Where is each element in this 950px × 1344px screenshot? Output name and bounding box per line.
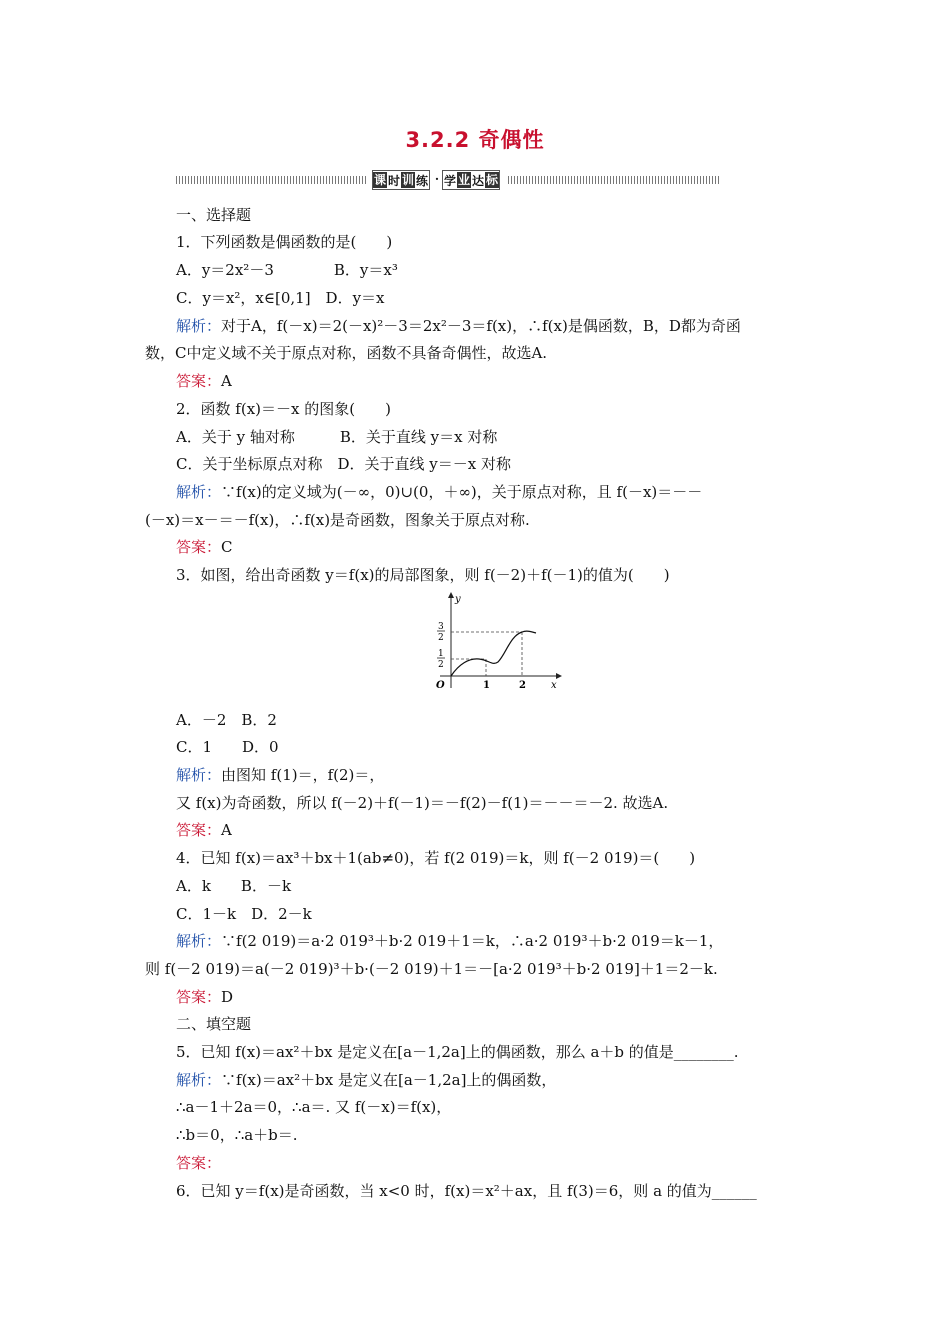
banner-char: 训 xyxy=(401,173,414,187)
y-tick-numerator: 1 xyxy=(438,649,444,659)
banner-tag-left xyxy=(372,170,430,190)
question-3: 3．如图，给出奇函数 y＝f(x)的局部图象，则 f(－2)＋f(－1)的值为( ) xyxy=(176,566,670,584)
section-banner xyxy=(176,170,721,190)
question-6: 6．已知 y＝f(x)是奇函数，当 x<0 时，f(x)＝x²＋ax，且 f(3)＝6，则 a 的值为______ xyxy=(176,1182,757,1200)
y-tick-denominator: 2 xyxy=(438,633,444,643)
x-axis-label: x xyxy=(551,680,557,691)
question-5: 5．已知 f(x)＝ax²＋bx 是定义在[a－1,2a]上的偶函数，那么 a＋b 的值是________. xyxy=(176,1043,739,1061)
analysis-line: 解析：∵f(x)＝ax²＋bx 是定义在[a－1,2a]上的偶函数， xyxy=(176,1071,557,1089)
analysis-line: (－x)＝x－＝－f(x)，∴f(x)是奇函数，图象关于原点对称. xyxy=(145,511,530,529)
origin-label: O xyxy=(436,680,445,691)
banner-char: 课 xyxy=(373,173,386,187)
x-tick-label: 2 xyxy=(519,680,526,691)
analysis-line: 则 f(－2 019)＝a(－2 019)³＋b·(－2 019)＋1＝－[a·2 019³＋b·2 019]＋1＝2－k. xyxy=(145,960,718,978)
analysis-line: ∴b＝0，∴a＋b＝. xyxy=(176,1126,298,1144)
banner-tag-right xyxy=(442,170,500,190)
answer-line: 答案：A xyxy=(176,821,232,839)
banner-hatch-left xyxy=(176,176,368,184)
options-line: C．y＝x²，x∈[0,1] D．y＝x xyxy=(176,289,385,307)
options-line: C．1－k D．2－k xyxy=(176,905,312,923)
answer-line: 答案：A xyxy=(176,372,232,390)
answer-line: 答案：C xyxy=(176,538,233,556)
y-axis-arrow xyxy=(448,592,454,598)
banner-char: 达 xyxy=(471,173,484,188)
question-2: 2．函数 f(x)＝－x 的图象( ) xyxy=(176,400,391,418)
banner-char: 学 xyxy=(443,173,456,188)
banner-hatch-right xyxy=(508,176,721,184)
analysis-line: 数，C中定义域不关于原点对称，函数不具备奇偶性，故选A. xyxy=(145,344,548,362)
y-tick-numerator: 3 xyxy=(438,622,444,632)
question-4: 4．已知 f(x)＝ax³＋bx＋1(ab≠0)，若 f(2 019)＝k，则 f(－2 019)＝( ) xyxy=(176,849,696,867)
options-line: A．y＝2x²－3 B．y＝x³ xyxy=(176,261,398,279)
options-line: A．关于 y 轴对称 B．关于直线 y＝x 对称 xyxy=(176,428,498,446)
analysis-line: 解析：∵f(2 019)＝a·2 019³＋b·2 019＋1＝k，∴a·2 019³＋b·2 019＝k－1， xyxy=(176,932,724,950)
section-heading: 二、填空题 xyxy=(176,1015,252,1033)
options-line: C．关于坐标原点对称 D．关于直线 y＝－x 对称 xyxy=(176,455,511,473)
function-graph xyxy=(414,590,564,692)
options-line: A．k B．－k xyxy=(176,877,292,895)
options-line: C．1 D．0 xyxy=(176,738,279,756)
function-curve xyxy=(451,631,536,676)
banner-sep-char: · xyxy=(434,172,440,186)
analysis-line: ∴a－1＋2a＝0，∴a＝. 又 f(－x)＝f(x)， xyxy=(176,1098,452,1116)
x-axis-arrow xyxy=(556,673,562,679)
y-axis-label: y xyxy=(455,594,461,605)
answer-line: 答案： xyxy=(176,1154,222,1172)
banner-char: 练 xyxy=(415,173,428,188)
analysis-line: 解析：∵f(x)的定义域为(－∞，0)∪(0，＋∞)，关于原点对称，且 f(－x)＝－－ xyxy=(176,483,703,501)
banner-char: 业 xyxy=(457,173,470,187)
options-line: A．－2 B．2 xyxy=(176,711,277,729)
section-heading: 一、选择题 xyxy=(176,206,252,224)
page-title: 3.2.2 奇偶性 xyxy=(405,128,545,152)
banner-sep xyxy=(433,170,441,188)
answer-line: 答案：D xyxy=(176,988,234,1006)
analysis-line: 又 f(x)为奇函数，所以 f(－2)＋f(－1)＝－f(2)－f(1)＝－－＝－2. 故选A. xyxy=(176,794,669,812)
banner-char: 标 xyxy=(485,173,498,187)
question-1: 1．下列函数是偶函数的是( ) xyxy=(176,233,393,251)
banner-char: 时 xyxy=(387,173,400,188)
x-tick-label: 1 xyxy=(483,680,490,691)
analysis-line: 解析：对于A，f(－x)＝2(－x)²－3＝2x²－3＝f(x)，∴f(x)是偶函数，B，D都为奇函 xyxy=(176,317,741,335)
y-tick-denominator: 2 xyxy=(438,660,444,670)
analysis-line: 解析：由图知 f(1)＝，f(2)＝， xyxy=(176,766,385,784)
